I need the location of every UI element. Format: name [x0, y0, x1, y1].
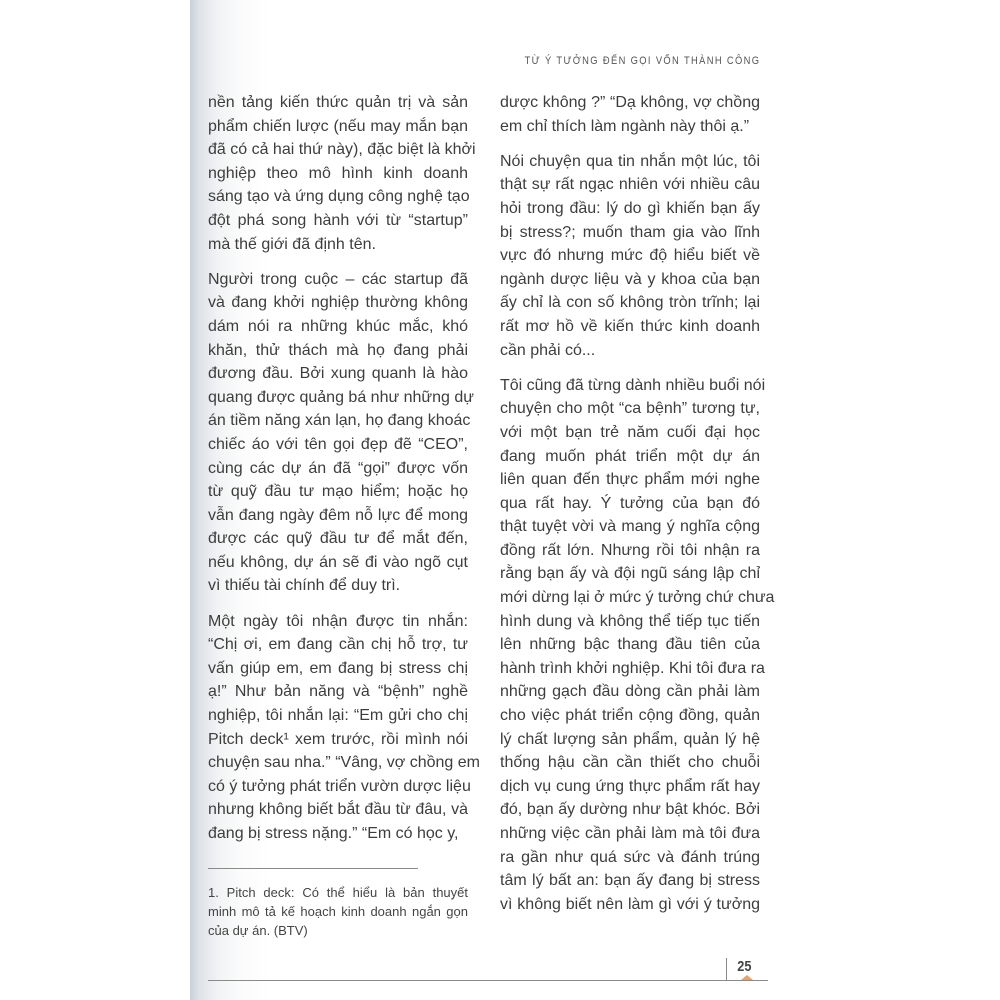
paragraph	[500, 91, 760, 138]
text-line: dịch vụ cung ứng thực phẩm rất hay	[500, 777, 760, 795]
footnote-line: 1. Pitch deck: Có thể hiểu là bản thuyết	[208, 885, 468, 900]
text-line: phẩm chiến lược (nếu may mắn bạn	[208, 117, 468, 135]
left-column	[208, 91, 480, 857]
paragraph	[500, 374, 775, 917]
text-line: Nói chuyện qua tin nhắn một lúc, tôi	[500, 152, 760, 170]
text-line: “Chị ơi, em đang cần chị hỗ trợ, tư	[208, 636, 468, 654]
text-line: nhưng không biết bắt đầu từ đâu, và	[208, 801, 468, 819]
text-line: những gạch đầu dòng cần phải làm	[500, 683, 760, 701]
text-line: chiếc áo với tên gọi đẹp đẽ “CEO”,	[208, 435, 468, 453]
text-line: đang bị stress nặng.” “Em có học y,	[208, 825, 459, 842]
text-line: và đang khởi nghiệp thường không	[208, 294, 468, 312]
text-line: vẫn đang ngày đêm nỗ lực để mong	[208, 506, 468, 524]
text-line: chuyện cho một “ca bệnh” tương tự,	[500, 400, 760, 418]
text-line: đang muốn phát triển một dự án	[500, 447, 760, 465]
text-line: cùng các dự án đã “gọi” được vốn	[208, 459, 468, 477]
paragraph	[208, 268, 474, 598]
text-line: dám nói ra những khúc mắc, khó	[208, 317, 468, 335]
footnote	[208, 883, 468, 940]
text-line: hình dung và không thể tiếp tục tiến	[500, 612, 760, 630]
text-line: mà thế giới đã định tên.	[208, 235, 376, 253]
paragraph	[208, 91, 476, 256]
text-line: ra gần như quá sức và đánh trúng	[500, 848, 760, 866]
text-line: vì thiếu tài chính để duy trì.	[208, 577, 401, 595]
text-line: nghiệp, tôi nhắn lại: “Em gửi cho chị	[208, 707, 468, 725]
text-line: quang được quảng bá như những dự	[208, 388, 474, 406]
text-line: những việc cần phải làm mà tôi đưa	[500, 825, 760, 842]
text-line: mới dừng lại ở mức ý tưởng chứ chưa	[500, 589, 775, 607]
text-line: khăn, thử thách mà họ đang phải	[208, 341, 468, 359]
text-line: được các quỹ đầu tư để mắt đến,	[208, 530, 468, 548]
footnote-line: của dự án. (BTV)	[208, 923, 308, 938]
footnote-divider	[208, 868, 418, 869]
text-line: đó, bạn ấy dường như bật khóc. Bởi	[500, 801, 760, 819]
text-line: lý chất lượng sản phẩm, quản lý hệ	[500, 730, 760, 748]
footnote-line: minh mô tả kế hoạch kinh doanh ngắn gọn	[208, 904, 468, 919]
paragraph	[500, 150, 760, 362]
text-line: bị stress?; muốn tham gia vào lĩnh	[500, 223, 760, 241]
text-line: cho việc phát triển cộng đồng, quản	[500, 707, 760, 725]
text-line: án tiềm năng xán lạn, họ đang khoác	[208, 412, 471, 430]
text-line: hành trình khởi nghiệp. Khi tôi đưa ra	[500, 659, 765, 677]
page-number: 25	[737, 958, 752, 975]
page-number-divider	[726, 958, 727, 980]
text-line: đột phá song hành với từ “startup”	[208, 211, 468, 229]
text-line: đương đầu. Bởi xung quanh là hào	[208, 365, 468, 383]
text-line: nếu không, dự án sẽ đi vào ngõ cụt	[208, 553, 468, 571]
text-line: vì không biết nên làm gì với ý tưởng	[500, 895, 760, 913]
text-line: dược không ?” “Dạ không, vợ chồng	[500, 94, 760, 111]
text-line: ạ!” Như bản năng và “bệnh” nghề	[208, 683, 468, 701]
text-line: rất mơ hồ về kiến thức kinh doanh	[500, 317, 760, 335]
text-line: sáng tạo và ứng dụng công nghệ tạo	[208, 188, 470, 206]
text-line: vực đó nhưng mức độ hiểu biết về	[500, 247, 760, 265]
text-line: với một bạn trẻ năm cuối đại học	[500, 423, 760, 441]
text-line: Pitch deck¹ xem trước, rồi mình nói	[208, 730, 468, 748]
text-line: qua rất hay. Ý tưởng của bạn đó	[500, 494, 760, 512]
page-marker-triangle-icon	[741, 975, 753, 980]
text-line: thống hậu cần cần thiết cho chuỗi	[500, 754, 760, 772]
text-line: chuyện sau nha.” “Vâng, vợ chồng em	[208, 754, 480, 772]
running-header: TỪ Ý TƯỞNG ĐẾN GỌI VỐN THÀNH CÔNG	[524, 55, 760, 67]
text-line: thật tuyệt vời và mang ý nghĩa cộng	[500, 518, 760, 536]
text-line: có ý tưởng phát triển vườn dược liệu	[208, 777, 471, 795]
text-line: Người trong cuộc – các startup đã	[208, 270, 468, 288]
text-line: lên những bậc thang đầu tiên của	[500, 636, 760, 654]
text-line: em chỉ thích làm ngành này thôi ạ.”	[500, 117, 750, 135]
paragraph	[208, 610, 480, 846]
text-line: ngành dược liệu và y khoa của bạn	[500, 270, 760, 288]
text-line: Một ngày tôi nhận được tin nhắn:	[208, 612, 468, 630]
text-line: ấy chỉ là con số không tròn trĩnh; lại	[500, 294, 760, 312]
bottom-rule	[208, 980, 768, 981]
text-line: cần phải có...	[500, 341, 596, 359]
right-column	[500, 91, 775, 928]
text-line: tâm lý bất an: bạn ấy đang bị stress	[500, 872, 760, 890]
text-line: nền tảng kiến thức quản trị và sản	[208, 94, 468, 111]
text-line: hỏi trong đầu: lý do gì khiến bạn ấy	[500, 199, 760, 217]
text-line: đồng rất lớn. Nhưng rồi tôi nhận ra	[500, 541, 760, 559]
text-line: vấn giúp em, em đang bị stress chị	[208, 659, 468, 677]
text-line: đã có cả hai thứ này), đặc biệt là khởi	[208, 141, 476, 159]
text-line: nghiệp theo mô hình kinh doanh	[208, 164, 468, 182]
text-line: từ quỹ đầu tư mạo hiểm; hoặc họ	[208, 483, 468, 501]
text-line: rằng bạn ấy và đội ngũ sáng lập chỉ	[500, 565, 760, 583]
text-line: liên quan đến thực phẩm mới nghe	[500, 471, 760, 489]
text-line: thật sự rất ngạc nhiên với nhiều câu	[500, 176, 760, 194]
text-line: Tôi cũng đã từng dành nhiều buổi nói	[500, 376, 766, 394]
